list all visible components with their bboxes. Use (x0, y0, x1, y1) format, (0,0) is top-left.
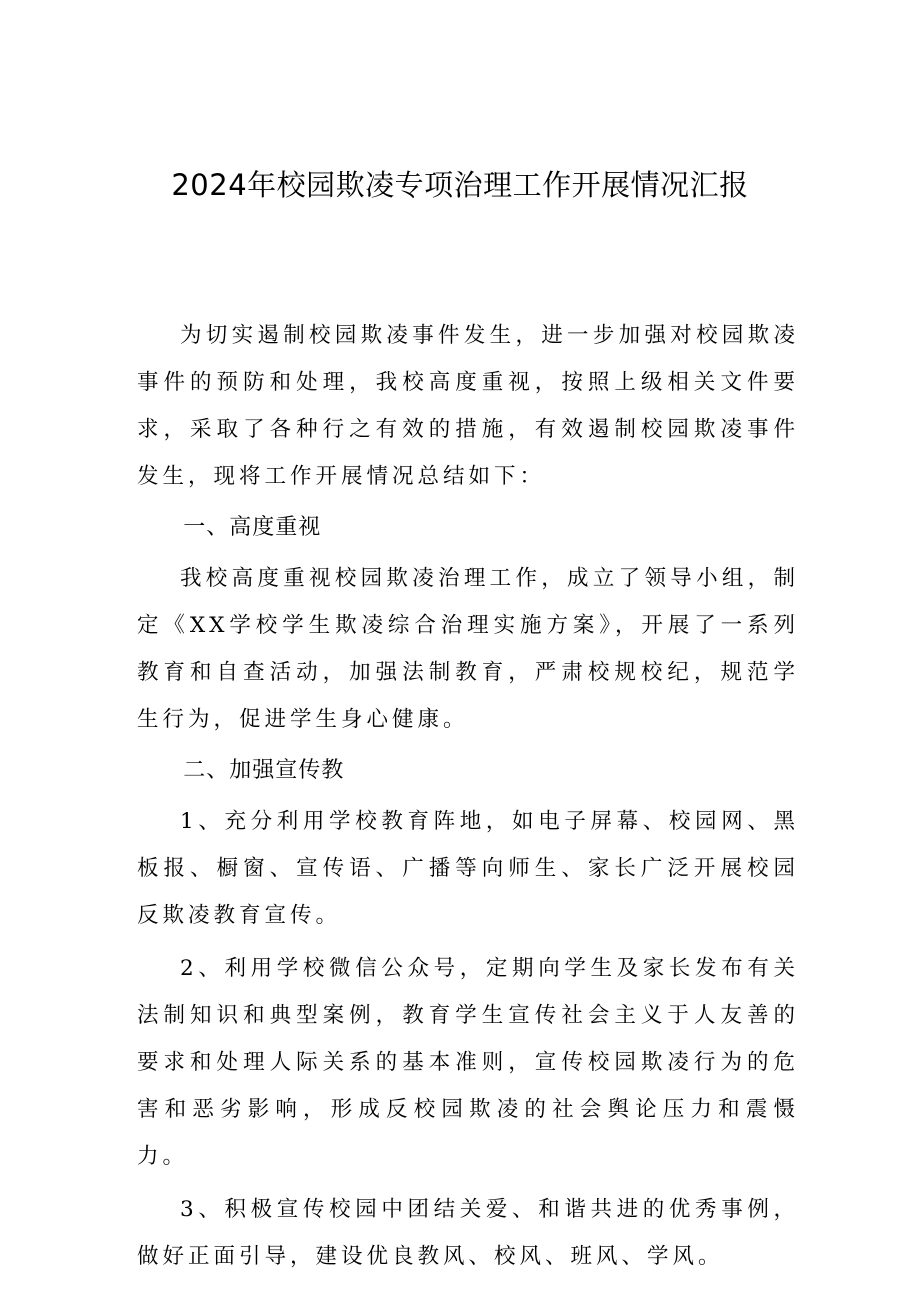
section-heading-1: 一、高度重视 (183, 515, 322, 540)
section-heading-2: 二、加强宣传教 (183, 758, 345, 783)
section-2-paragraph-3: 3、积极宣传校园中团结关爱、和谐共进的优秀事例，做好正面引导，建设优良教风、校风、班风、学风。 (137, 1197, 799, 1269)
section-2-paragraph-2: 2、利用学校微信公众号，定期向学生及家长发布有关法制知识和典型案例，教育学生宣传社会主义于人友善的要求和处理人际关系的基本准则，宣传校园欺凌行为的危害和恶劣影响，形成反校园欺凌的社会舆论压力和震慑力。 (137, 956, 799, 1169)
section-2-paragraph-1: 1、充分利用学校教育阵地，如电子屏幕、校园网、黑板报、橱窗、宣传语、广播等向师生、家长广泛开展校园反欺凌教育宣传。 (137, 809, 799, 928)
document-body (137, 312, 799, 1280)
document-title: 2024年校园欺凌专项治理工作开展情况汇报 (171, 168, 749, 202)
intro-paragraph: 为切实遏制校园欺凌事件发生，进一步加强对校园欺凌事件的预防和处理，我校高度重视，按照上级相关文件要求，采取了各种行之有效的措施，有效遏制校园欺凌事件发生，现将工作开展情况总结如下： (137, 323, 799, 489)
section-1-paragraph-1: 我校高度重视校园欺凌治理工作，成立了领导小组，制定《XX学校学生欺凌综合治理实施方案》，开展了一系列教育和自查活动，加强法制教育，严肃校规校纪，规范学生行为，促进学生身心健康。 (137, 566, 799, 732)
